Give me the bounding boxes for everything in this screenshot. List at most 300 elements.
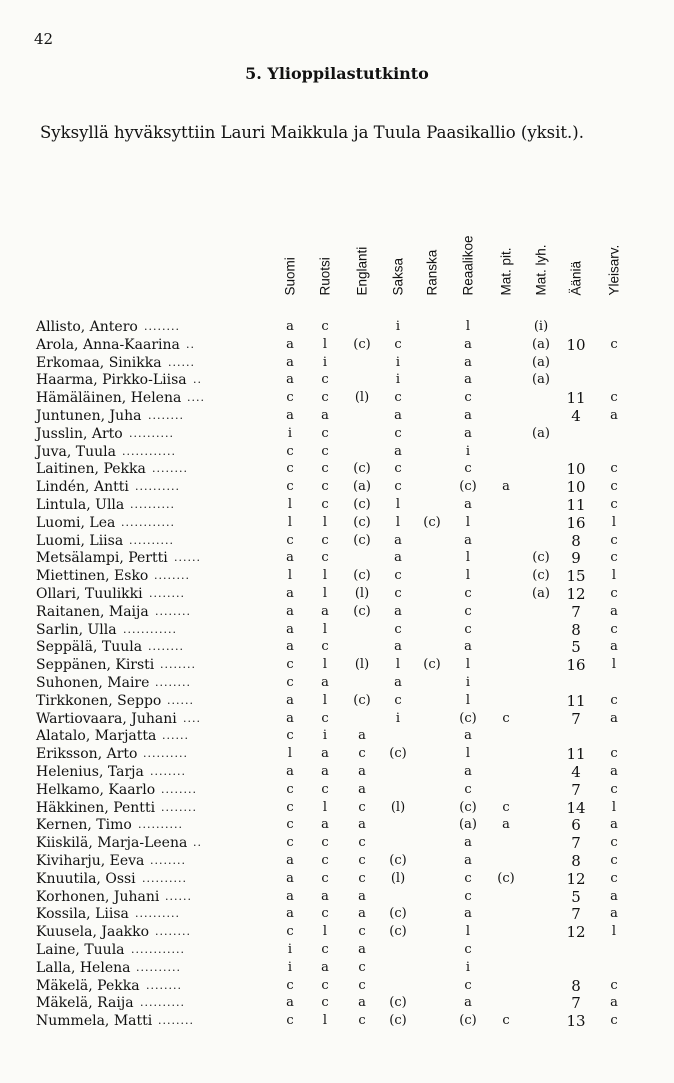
grade-cell: c <box>502 799 510 815</box>
grade-cell: (c) <box>459 479 477 495</box>
grade-cell: c <box>286 835 294 851</box>
student-name: Ollari, Tuulikki <box>36 586 143 602</box>
section-title: 5. Ylioppilastutkinto <box>245 64 429 83</box>
column-header: Yleisarv. <box>606 244 622 295</box>
grade-cell: a <box>286 354 294 370</box>
student-name: Seppälä, Tuula <box>36 639 143 656</box>
grade-cell: (l) <box>390 870 406 886</box>
grade-cell: a <box>464 425 472 441</box>
leader-dots: .......... <box>129 533 174 547</box>
grade-cell: a <box>502 817 510 833</box>
grade-cell: c <box>394 621 402 637</box>
grade-cell: (a) <box>532 336 550 352</box>
grade-cell: a <box>286 336 294 352</box>
grade-cell: (a) <box>459 817 477 833</box>
grade-cell: c <box>610 390 618 406</box>
grade-cell: i <box>287 942 293 957</box>
student-name: Knuutila, Ossi <box>36 870 136 887</box>
grade-cell: l <box>322 586 328 601</box>
table-row <box>0 407 674 425</box>
student-name: Jusslin, Arto <box>36 425 123 442</box>
grade-cell: l <box>322 1013 328 1029</box>
table-row <box>0 727 674 745</box>
grade-cell: c <box>358 799 366 815</box>
grade-cell: c <box>321 835 329 851</box>
grade-cell: c <box>286 728 294 744</box>
grade-cell: a <box>464 336 472 352</box>
leader-dots: ........ <box>161 800 197 814</box>
table-row <box>0 336 674 354</box>
grade-cell: (c) <box>423 514 441 530</box>
leader-dots: .......... <box>135 907 180 921</box>
table-row <box>0 621 674 639</box>
grade-cell: a <box>321 746 329 762</box>
grade-cell: (c) <box>389 1013 407 1029</box>
table-row <box>0 674 674 692</box>
grade-cell: c <box>321 390 329 406</box>
leader-dots: .... <box>183 711 201 725</box>
table-row <box>0 549 674 567</box>
leader-dots: ...... <box>162 729 189 743</box>
leader-dots: .......... <box>130 498 175 511</box>
grade-cell: (c) <box>532 550 550 566</box>
grade-cell: l <box>287 746 293 762</box>
leader-dots: ........ <box>155 604 191 618</box>
grade-cell: c <box>321 425 329 441</box>
grade-cell: c <box>464 461 472 477</box>
grade-cell: c <box>464 942 472 957</box>
leader-dots: ............ <box>121 515 175 529</box>
grade-cell: c <box>321 977 329 993</box>
grade-cell: a <box>394 639 402 655</box>
grade-cell: a <box>358 817 366 833</box>
grade-cell: c <box>321 532 329 548</box>
grade-cell: 12 <box>566 585 586 603</box>
grade-cell: a <box>610 906 618 922</box>
grade-cell: 13 <box>566 1012 586 1031</box>
table-row <box>0 1012 674 1030</box>
table-row <box>0 567 674 585</box>
table-row <box>0 318 674 336</box>
intro-paragraph: Syksyllä hyväksyttiin Lauri Maikkula ja Tuula Paasikallio (yksit.). <box>40 123 584 142</box>
grade-cell: c <box>286 781 294 797</box>
grade-cell: c <box>358 1013 366 1029</box>
grade-cell: l <box>611 514 617 530</box>
grade-cell: c <box>321 639 329 655</box>
leader-dots: ........ <box>161 782 197 796</box>
column-header: Suomi <box>282 256 298 295</box>
grade-cell: i <box>395 710 401 726</box>
grade-cell: c <box>394 692 402 708</box>
grade-cell: a <box>286 906 294 922</box>
grade-cell: c <box>286 390 294 406</box>
column-header: Reaalikoe <box>460 234 476 295</box>
student-name: Helenius, Tarja <box>36 764 144 780</box>
grade-cell: c <box>502 1013 510 1029</box>
student-name: Eriksson, Arto <box>36 746 138 763</box>
grade-cell: c <box>286 799 294 815</box>
grade-cell: a <box>464 354 472 370</box>
grade-cell: l <box>395 514 401 530</box>
grade-cell: c <box>502 710 510 726</box>
grade-cell: a <box>358 728 366 744</box>
grade-cell: a <box>321 817 329 833</box>
grade-cell: (l) <box>354 586 370 601</box>
grade-cell: a <box>464 497 472 512</box>
grade-cell: 4 <box>571 763 581 781</box>
table-row <box>0 371 674 389</box>
grade-cell: a <box>394 550 402 566</box>
grade-cell: a <box>464 995 472 1011</box>
column-header: Ääniä <box>568 260 584 295</box>
grade-cell: c <box>321 853 329 868</box>
grade-cell: 8 <box>571 852 581 870</box>
grade-cell: l <box>287 497 293 512</box>
grade-cell: (c) <box>389 924 407 940</box>
student-name: Raitanen, Maija <box>36 603 149 620</box>
grade-cell: c <box>394 390 402 406</box>
grade-cell: a <box>358 764 366 779</box>
leader-dots: ........ <box>149 587 185 600</box>
grade-cell: a <box>286 408 294 423</box>
grade-cell: c <box>394 586 402 601</box>
grade-cell: 11 <box>566 496 586 514</box>
student-name: Häkkinen, Pentti <box>36 799 156 816</box>
grade-cell: 10 <box>566 478 586 497</box>
grade-cell: a <box>464 532 472 548</box>
grade-cell: a <box>610 639 618 655</box>
student-name: Alatalo, Marjatta <box>36 728 157 745</box>
grade-cell: c <box>286 817 294 833</box>
grade-cell: a <box>464 639 472 655</box>
grade-cell: c <box>394 425 402 441</box>
student-name: Lalla, Helena <box>36 959 131 976</box>
grade-cell: c <box>286 977 294 993</box>
grade-cell: a <box>610 888 618 904</box>
leader-dots: .. <box>193 373 202 387</box>
grade-cell: c <box>464 888 472 904</box>
table-row <box>0 923 674 941</box>
grade-cell: c <box>610 336 618 352</box>
grade-cell: a <box>321 675 329 690</box>
grade-cell: c <box>358 746 366 762</box>
grade-cell: l <box>322 621 328 637</box>
leader-dots: ........ <box>146 978 182 992</box>
grade-cell: c <box>286 479 294 495</box>
grade-cell: a <box>610 817 618 833</box>
leader-dots: .... <box>187 391 205 405</box>
grade-cell: a <box>394 603 402 619</box>
grade-cell: c <box>464 977 472 993</box>
grade-cell: i <box>322 354 328 370</box>
leader-dots: ........ <box>154 569 190 583</box>
grade-cell: i <box>395 372 401 388</box>
student-name: Tirkkonen, Seppo <box>36 692 162 709</box>
grade-cell: 5 <box>571 887 581 906</box>
grade-cell: a <box>286 764 294 779</box>
table-row <box>0 816 674 834</box>
grade-cell: a <box>286 853 294 868</box>
grade-cell: c <box>464 621 472 637</box>
student-name: Seppänen, Kirsti <box>36 657 155 674</box>
grade-cell: a <box>502 479 510 495</box>
grade-cell: c <box>464 390 472 406</box>
grade-cell: c <box>321 443 329 459</box>
grade-cell: 5 <box>571 638 581 657</box>
grade-cell: 16 <box>566 656 586 675</box>
grade-cell: c <box>286 461 294 477</box>
leader-dots: ........ <box>150 854 186 867</box>
student-name: Nummela, Matti <box>36 1013 153 1030</box>
grade-cell: l <box>322 692 328 708</box>
grade-cell: c <box>394 461 402 477</box>
grade-cell: c <box>394 568 402 584</box>
grade-cell: c <box>610 621 618 637</box>
leader-dots: .......... <box>135 480 180 494</box>
grade-cell: i <box>465 675 471 690</box>
page-number: 42 <box>34 30 54 48</box>
grade-cell: i <box>465 959 471 975</box>
leader-dots: ............ <box>123 622 177 636</box>
grade-cell: c <box>321 710 329 726</box>
student-name: Lindén, Antti <box>36 479 129 496</box>
grade-cell: c <box>610 479 618 495</box>
grade-cell: c <box>358 924 366 940</box>
table-row <box>0 532 674 550</box>
grade-cell: a <box>358 995 366 1011</box>
table-row <box>0 834 674 852</box>
grade-cell: (c) <box>389 853 407 868</box>
leader-dots: ...... <box>168 355 195 369</box>
table-row <box>0 959 674 977</box>
grade-cell: i <box>322 728 328 744</box>
student-name: Haarma, Pirkko-Liisa <box>36 372 187 389</box>
grade-cell: (a) <box>353 479 371 495</box>
grade-cell: (c) <box>532 568 550 584</box>
table-row <box>0 799 674 817</box>
grade-cell: c <box>286 657 294 673</box>
grade-cell: 6 <box>571 816 581 835</box>
grade-cell: c <box>286 443 294 459</box>
table-row <box>0 781 674 799</box>
grade-cell: l <box>611 568 617 584</box>
column-header: Ranska <box>424 249 440 295</box>
leader-dots: ........ <box>152 462 188 476</box>
student-name: Metsälampi, Pertti <box>36 550 168 567</box>
table-row <box>0 443 674 461</box>
leader-dots: ...... <box>174 551 201 565</box>
grade-cell: a <box>358 781 366 797</box>
leader-dots: ........ <box>155 676 191 689</box>
leader-dots: .. <box>186 337 195 351</box>
student-name: Helkamo, Kaarlo <box>36 781 156 798</box>
grade-cell: c <box>610 977 618 993</box>
grade-cell: l <box>322 799 328 815</box>
grade-cell: 11 <box>566 389 586 408</box>
grade-cell: l <box>395 657 401 673</box>
grade-cell: a <box>464 764 472 779</box>
student-name: Sarlin, Ulla <box>36 621 117 638</box>
column-header: Ruotsi <box>317 256 333 295</box>
grade-cell: (a) <box>532 425 550 441</box>
leader-dots: ............ <box>131 943 185 956</box>
table-row <box>0 354 674 372</box>
student-name: Luomi, Lea <box>36 514 116 531</box>
grade-cell: a <box>286 692 294 708</box>
grade-cell: l <box>611 924 617 940</box>
grade-cell: (c) <box>353 532 371 548</box>
student-name: Laine, Tuula <box>36 942 125 958</box>
student-name: Erkomaa, Sinikka <box>36 354 162 371</box>
grade-cell: l <box>611 799 617 815</box>
grade-cell: (c) <box>389 906 407 922</box>
grade-cell: l <box>322 336 328 352</box>
grade-cell: a <box>610 764 618 779</box>
student-name: Kiviharju, Eeva <box>36 853 145 869</box>
grade-cell: a <box>394 675 402 690</box>
grade-cell: c <box>286 1013 294 1029</box>
grade-cell: 11 <box>566 691 586 710</box>
leader-dots: ........ <box>148 640 184 654</box>
grade-cell: c <box>394 479 402 495</box>
student-name: Arola, Anna-Kaarina <box>36 336 180 353</box>
student-name: Allisto, Antero <box>36 319 138 335</box>
grade-cell: 9 <box>571 549 581 568</box>
grade-cell: a <box>464 835 472 851</box>
grade-cell: c <box>610 586 618 601</box>
grade-cell: (c) <box>353 568 371 584</box>
grade-cell: a <box>286 550 294 566</box>
leader-dots: .......... <box>143 747 188 761</box>
grade-cell: l <box>611 657 617 673</box>
leader-dots: .......... <box>142 871 187 885</box>
grade-cell: (c) <box>389 995 407 1011</box>
table-row <box>0 389 674 407</box>
grade-cell: c <box>610 461 618 477</box>
grade-cell: (c) <box>423 657 441 673</box>
grade-cell: (l) <box>354 390 370 406</box>
grade-cell: i <box>287 959 293 975</box>
student-name: Kiiskilä, Marja-Leena <box>36 835 188 852</box>
grade-cell: c <box>610 853 618 868</box>
grade-cell: a <box>358 906 366 922</box>
table-row <box>0 460 674 478</box>
grade-cell: c <box>610 550 618 566</box>
leader-dots: .......... <box>138 818 183 832</box>
table-row <box>0 514 674 532</box>
grade-cell: 16 <box>566 513 586 532</box>
grade-cell: l <box>465 746 471 762</box>
grade-cell: l <box>465 924 471 940</box>
column-header: Mat. lyh. <box>533 243 549 295</box>
grade-cell: i <box>465 443 471 459</box>
grade-cell: c <box>610 497 618 512</box>
student-name: Suhonen, Maire <box>36 675 150 691</box>
grade-cell: a <box>464 408 472 423</box>
table-row <box>0 478 674 496</box>
leader-dots: ........ <box>158 1014 194 1028</box>
grade-cell: (l) <box>390 799 406 815</box>
grade-cell: 12 <box>566 923 586 942</box>
student-name: Kossila, Liisa <box>36 906 129 923</box>
leader-dots: ........ <box>150 765 186 778</box>
table-row <box>0 977 674 995</box>
grade-cell: l <box>465 550 471 566</box>
grade-cell: 7 <box>571 602 581 621</box>
column-header: Mat. pit. <box>498 246 514 295</box>
grade-cell: c <box>321 497 329 512</box>
table-row <box>0 638 674 656</box>
grade-cell: c <box>610 870 618 886</box>
table-row <box>0 941 674 959</box>
student-name: Hämäläinen, Helena <box>36 390 182 407</box>
student-name: Miettinen, Esko <box>36 568 149 585</box>
grade-cell: 4 <box>571 407 581 425</box>
table-row <box>0 496 674 514</box>
leader-dots: ............ <box>122 444 176 458</box>
table-row <box>0 852 674 870</box>
grade-cell: (c) <box>459 799 477 815</box>
grade-cell: a <box>464 906 472 922</box>
grade-cell: c <box>321 995 329 1011</box>
grade-cell: (c) <box>353 336 371 352</box>
grade-cell: a <box>286 603 294 619</box>
grade-cell: c <box>610 781 618 797</box>
grade-cell: c <box>358 977 366 993</box>
grade-cell: 7 <box>571 834 581 853</box>
grade-cell: c <box>321 319 329 334</box>
grade-cell: l <box>322 657 328 673</box>
leader-dots: ...... <box>167 693 194 707</box>
grade-cell: (c) <box>497 870 515 886</box>
grade-cell: l <box>465 514 471 530</box>
student-name: Kernen, Timo <box>36 817 132 834</box>
grade-cell: (c) <box>353 692 371 708</box>
student-name: Mäkelä, Raija <box>36 995 134 1012</box>
student-name: Juntunen, Juha <box>36 408 142 424</box>
leader-dots: ........ <box>144 320 180 333</box>
grade-cell: a <box>610 408 618 423</box>
grade-cell: a <box>610 603 618 619</box>
grade-cell: c <box>286 924 294 940</box>
grade-cell: c <box>464 586 472 601</box>
grade-cell: a <box>286 372 294 388</box>
grade-cell: l <box>465 319 471 334</box>
grade-cell: c <box>321 372 329 388</box>
grade-cell: c <box>321 906 329 922</box>
grade-cell: c <box>394 336 402 352</box>
leader-dots: ........ <box>155 925 191 939</box>
grade-cell: c <box>610 692 618 708</box>
grade-cell: l <box>322 924 328 940</box>
grade-cell: a <box>358 942 366 957</box>
grade-cell: c <box>464 870 472 886</box>
grade-cell: c <box>610 835 618 851</box>
grade-cell: a <box>610 710 618 726</box>
table-row <box>0 656 674 674</box>
grade-cell: c <box>464 781 472 797</box>
column-header: Saksa <box>390 257 406 295</box>
student-name: Luomi, Liisa <box>36 532 124 549</box>
grade-cell: l <box>465 657 471 673</box>
grade-cell: c <box>321 461 329 477</box>
grade-cell: a <box>321 888 329 904</box>
grade-cell: c <box>286 532 294 548</box>
student-name: Lintula, Ulla <box>36 497 125 513</box>
grade-cell: c <box>610 532 618 548</box>
grade-cell: (c) <box>353 603 371 619</box>
leader-dots: .......... <box>136 960 181 974</box>
